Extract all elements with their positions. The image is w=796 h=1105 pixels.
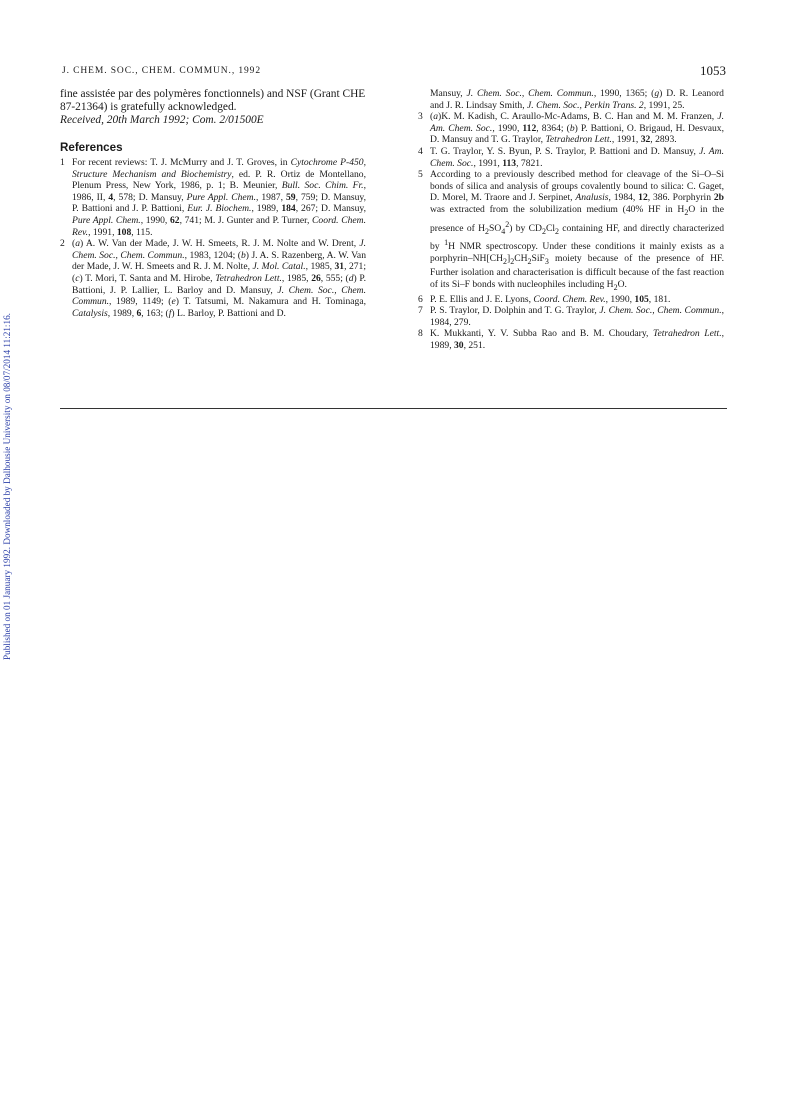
references-heading: References: [60, 141, 123, 155]
reference-text: For recent reviews: T. J. McMurry and J. T. Groves, in Cytochrome P-450, Structure Mechanism and Biochemistry, ed. P. R. Ortiz de Montellano, Plenum Press, New York, 1986, p. 1; B. Meunier, Bull. Soc. Chim. Fr., 1986, II, 4, 578; D. Mansuy, Pure Appl. Chem., 1987, 59, 759; D. Mansuy, P. Battioni and J. P. Battioni, Eur. J. Biochem., 1989, 184, 267; D. Mansuy, Pure Appl. Chem., 1990, 62, 741; M. J. Gunter and P. Turner, Coord. Chem. Rev., 1991, 108, 115.: [72, 157, 367, 238]
reference-text: Mansuy, J. Chem. Soc., Chem. Commun., 1990, 1365; (g) D. R. Leanord and J. R. Lindsay Smith, J. Chem. Soc., Perkin Trans. 2, 1991, 25.: [430, 88, 724, 111]
right-column: [418, 88, 724, 351]
reference-6: [418, 294, 724, 306]
received-line: Received, 20th March 1992; Com. 2/01500E: [60, 113, 264, 126]
reference-3: [418, 111, 724, 146]
reference-text: (a) A. W. Van der Made, J. W. H. Smeets, R. J. M. Nolte and W. Drent, J. Chem. Soc., Chem. Commun., 1983, 1204; (b) J. A. S. Razenberg, A. W. Van der Made, J. W. H. Smeets and R. J. M. Nolte, J. Mol. Catal., 1985, 31, 271; (c) T. Mori, T. Santa and M. Hirobe, Tetrahedron Lett., 1985, 26, 555; (d) P. Battioni, J. P. Lallier, L. Barloy and D. Mansuy, J. Chem. Soc., Chem. Commun., 1989, 1149; (e) T. Tatsumi, M. Nakamura and H. Tominaga, Catalysis, 1989, 6, 163; (f) L. Barloy, P. Battioni and D.: [72, 238, 367, 319]
page-number: 1053: [700, 63, 726, 78]
reference-number: 4: [418, 145, 423, 157]
acknowledgement: fine assistée par des polymères fonctionnels) and NSF (Grant CHE 87-21364) is gratefully acknowledged.: [60, 88, 366, 114]
reference-number: 5: [418, 169, 423, 181]
reference-5: [418, 169, 724, 293]
footer-rule: [60, 408, 727, 409]
reference-text: P. E. Ellis and J. E. Lyons, Coord. Chem. Rev., 1990, 105, 181.: [430, 293, 671, 305]
reference-number: 2: [60, 238, 65, 250]
reference-text: According to a previously described method for cleavage of the Si–O–Si bonds of silica and analysis of groups covalently bound to silica: C. Gaget, D. Morel, M. Traore and J. Serpinet, Analusis, 1984, 12, 386. Porphyrin 2b was extracted from the solubilization medium (40% HF in $H_2O$ in the presence of $H_2SO_4^2$) by $CD_2Cl_2$ containing HF, and directly characterized by $^1$H NMR spectroscopy. Under these conditions it mainly exists as a porphyrin–$NH[CH_2]_2CH_2SiF_3$ moiety because of the presence of HF. Further isolation and characterisation is difficult because of the fast reaction of its Si–F bonds with nucleophiles including $H_2O$.: [430, 169, 725, 292]
reference-text: T. G. Traylor, Y. S. Byun, P. S. Traylor, P. Battioni and D. Mansuy, J. Am. Chem. Soc., 1991, 113, 7821.: [430, 145, 724, 169]
download-stamp-text: Published on 01 January 1992. Downloaded by Dalhousie University on 08/07/2014 11:21:16.: [2, 313, 12, 660]
reference-text: K. Mukkanti, Y. V. Subba Rao and B. M. Choudary, Tetrahedron Lett., 1989, 30, 251.: [430, 328, 725, 351]
reference-8: [418, 328, 724, 351]
left-column: [60, 88, 366, 319]
reference-number: 7: [418, 305, 423, 317]
reference-text: P. S. Traylor, D. Dolphin and T. G. Traylor, J. Chem. Soc., Chem. Commun., 1984, 279.: [430, 305, 725, 328]
download-stamp: [2, 80, 16, 660]
reference-number: 8: [418, 328, 423, 340]
reference-2: [60, 238, 366, 319]
reference-number: 3: [418, 111, 423, 123]
reference-2-continued: [418, 88, 724, 111]
reference-text: (a)K. M. Kadish, C. Araullo-Mc-Adams, B. C. Han and M. M. Franzen, J. Am. Chem. Soc., 1990, 112, 8364; (b) P. Battioni, O. Brigaud, H. Desvaux, D. Mansuy and T. G. Traylor, Tetrahedron Lett., 1991, 32, 2893.: [430, 111, 724, 146]
reference-1: [60, 157, 366, 238]
running-head: J. CHEM. SOC., CHEM. COMMUN., 1992: [62, 66, 261, 76]
reference-7: [418, 305, 724, 328]
reference-number: 1: [60, 157, 65, 168]
reference-number: 6: [418, 293, 423, 305]
reference-4: [418, 146, 724, 169]
